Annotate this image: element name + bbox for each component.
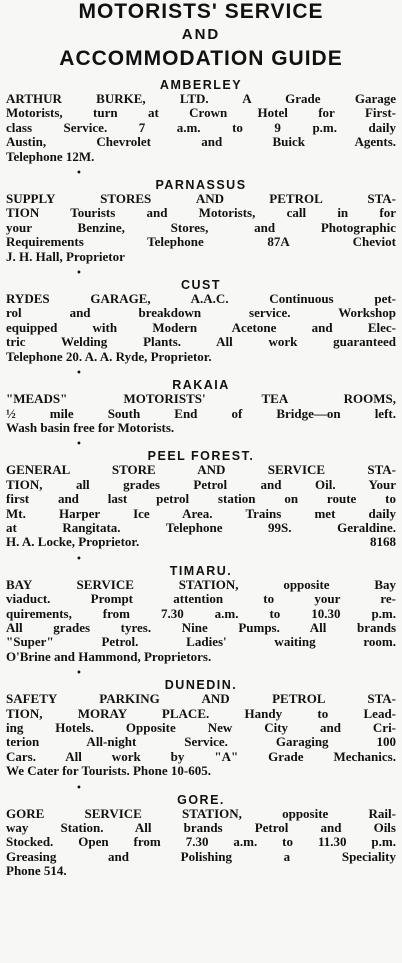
separator-dot: • — [76, 268, 82, 280]
separator-dot: • — [76, 782, 82, 794]
separator-dot: • — [76, 553, 82, 565]
listing-line: GORE SERVICE STATION, opposite Rail- — [6, 805, 396, 821]
listing-line: at Rangitata. Telephone 99S. Geraldine. — [6, 519, 396, 535]
listing-line: All grades tyres. Nine Pumps. All brands — [6, 619, 396, 635]
town-heading: RAKAIA — [172, 378, 230, 393]
listing-line: Wash basin free for Motorists. — [6, 419, 175, 435]
listing-text — [6, 292, 396, 364]
listing-line: We Cater for Tourists. Phone 10-605. — [6, 763, 211, 779]
town-heading: PEEL FOREST. — [147, 449, 255, 464]
separator-dot: • — [76, 368, 82, 380]
listing-text — [6, 92, 396, 164]
listing-text — [6, 807, 396, 879]
town-heading: GORE. — [177, 792, 225, 807]
masthead-subtitle: ACCOMMODATION GUIDE — [59, 47, 343, 70]
masthead-and: AND — [181, 26, 221, 43]
listing-line: J. H. Hall, Proprietor — [6, 248, 125, 264]
listing-line: way Station. All brands Petrol and Oils — [6, 820, 396, 836]
listings — [6, 78, 396, 879]
listing-line: Telephone 12M. — [6, 148, 95, 164]
listing-line: "Super" Petrol. Ladies' waiting room. — [6, 634, 397, 650]
listing-text — [6, 578, 396, 664]
listing-line: rol and breakdown service. Workshop — [6, 305, 397, 321]
proprietor-name: H. A. Locke, Proprietor. — [6, 534, 140, 550]
town-heading: DUNEDIN. — [164, 678, 238, 693]
listing-line: ½ mile South End of Bridge—on left. — [6, 405, 396, 421]
listing-line: ing Hotels. Opposite New City and Cri- — [6, 720, 397, 735]
listing-entry — [6, 553, 397, 664]
listing-text — [6, 192, 396, 264]
listing-line: Austin, Chevrolet and Buick Agents. — [6, 134, 397, 150]
listing-line: TION, all grades Petrol and Oil. Your — [6, 476, 396, 492]
listing-line: O'Brine and Hammond, Proprietors. — [6, 648, 212, 664]
listing-line: BAY SERVICE STATION, opposite Bay — [6, 576, 397, 592]
listing-line: Requirements Telephone 87A Cheviot — [6, 234, 396, 250]
listing-entry — [6, 441, 396, 549]
listing-entry — [6, 78, 396, 164]
listing-line: Greasing and Polishing a Speciality — [6, 848, 396, 864]
listing-line: equipped with Modern Acetone and Elec- — [6, 319, 396, 335]
separator-dot: • — [76, 168, 82, 180]
listing-line: TION Tourists and Motorists, call in for — [6, 205, 396, 221]
listing-line: GENERAL STORE AND SERVICE STA- — [6, 462, 397, 478]
listing-entry — [6, 782, 396, 879]
town-heading: TIMARU. — [169, 563, 233, 578]
listing-line: class Service. 7 a.m. to 9 p.m. daily — [6, 119, 396, 135]
separator-dot: • — [76, 668, 82, 680]
masthead — [6, 0, 396, 72]
town-heading: PARNASSUS — [155, 178, 247, 193]
listing-line: Mt. Harper Ice Area. Trains met daily — [6, 505, 397, 521]
listing-line: RYDES GARAGE, A.A.C. Continuous pet- — [6, 291, 397, 307]
listing-line: SAFETY PARKING AND PETROL STA- — [6, 691, 396, 707]
listing-line: Cars. All work by "A" Grade Mechanics. — [6, 748, 396, 764]
listing-line: Stocked. Open from 7.30 a.m. to 11.30 p.m. — [6, 834, 396, 850]
town-heading: CUST — [180, 278, 222, 293]
listing-entry — [6, 370, 396, 435]
listing-line: tric Welding Plants. All work guaranteed — [6, 334, 397, 350]
listing-text — [6, 392, 396, 435]
separator-dot: • — [76, 439, 82, 451]
listing-line: your Benzine, Stores, and Photographic — [6, 219, 396, 235]
listing-line: TION, MORAY PLACE. Handy to Lead- — [6, 705, 397, 721]
listing-line: "MEADS" MOTORISTS' TEA ROOMS, — [6, 391, 396, 407]
listing-line: SUPPLY STORES AND PETROL STA- — [6, 191, 396, 207]
listing-line: Telephone 20. A. A. Ryde, Proprietor. — [6, 348, 212, 364]
listing-line — [6, 535, 396, 549]
listing-line: Phone 514. — [6, 863, 67, 879]
listing-text — [6, 692, 396, 778]
listing-line: first and last petrol station on route to — [6, 491, 396, 507]
ad-reference-number: 8168 — [370, 534, 396, 550]
listing-line: ARTHUR BURKE, LTD. A Grade Garage — [6, 91, 396, 106]
listing-line: quirements, from 7.30 a.m. to 10.30 p.m. — [6, 605, 397, 621]
listing-entry — [6, 670, 396, 778]
listing-line: Motorists, turn at Crown Hotel for First- — [6, 105, 396, 121]
listing-text — [6, 463, 396, 549]
town-heading: AMBERLEY — [159, 78, 243, 92]
listing-entry — [6, 270, 396, 364]
listing-line: viaduct. Prompt attention to your re- — [6, 591, 396, 607]
listing-line: terion All-night Service. Garaging 100 — [6, 734, 396, 750]
listing-entry — [6, 170, 396, 264]
masthead-title: MOTORISTS' SERVICE — [78, 0, 324, 23]
